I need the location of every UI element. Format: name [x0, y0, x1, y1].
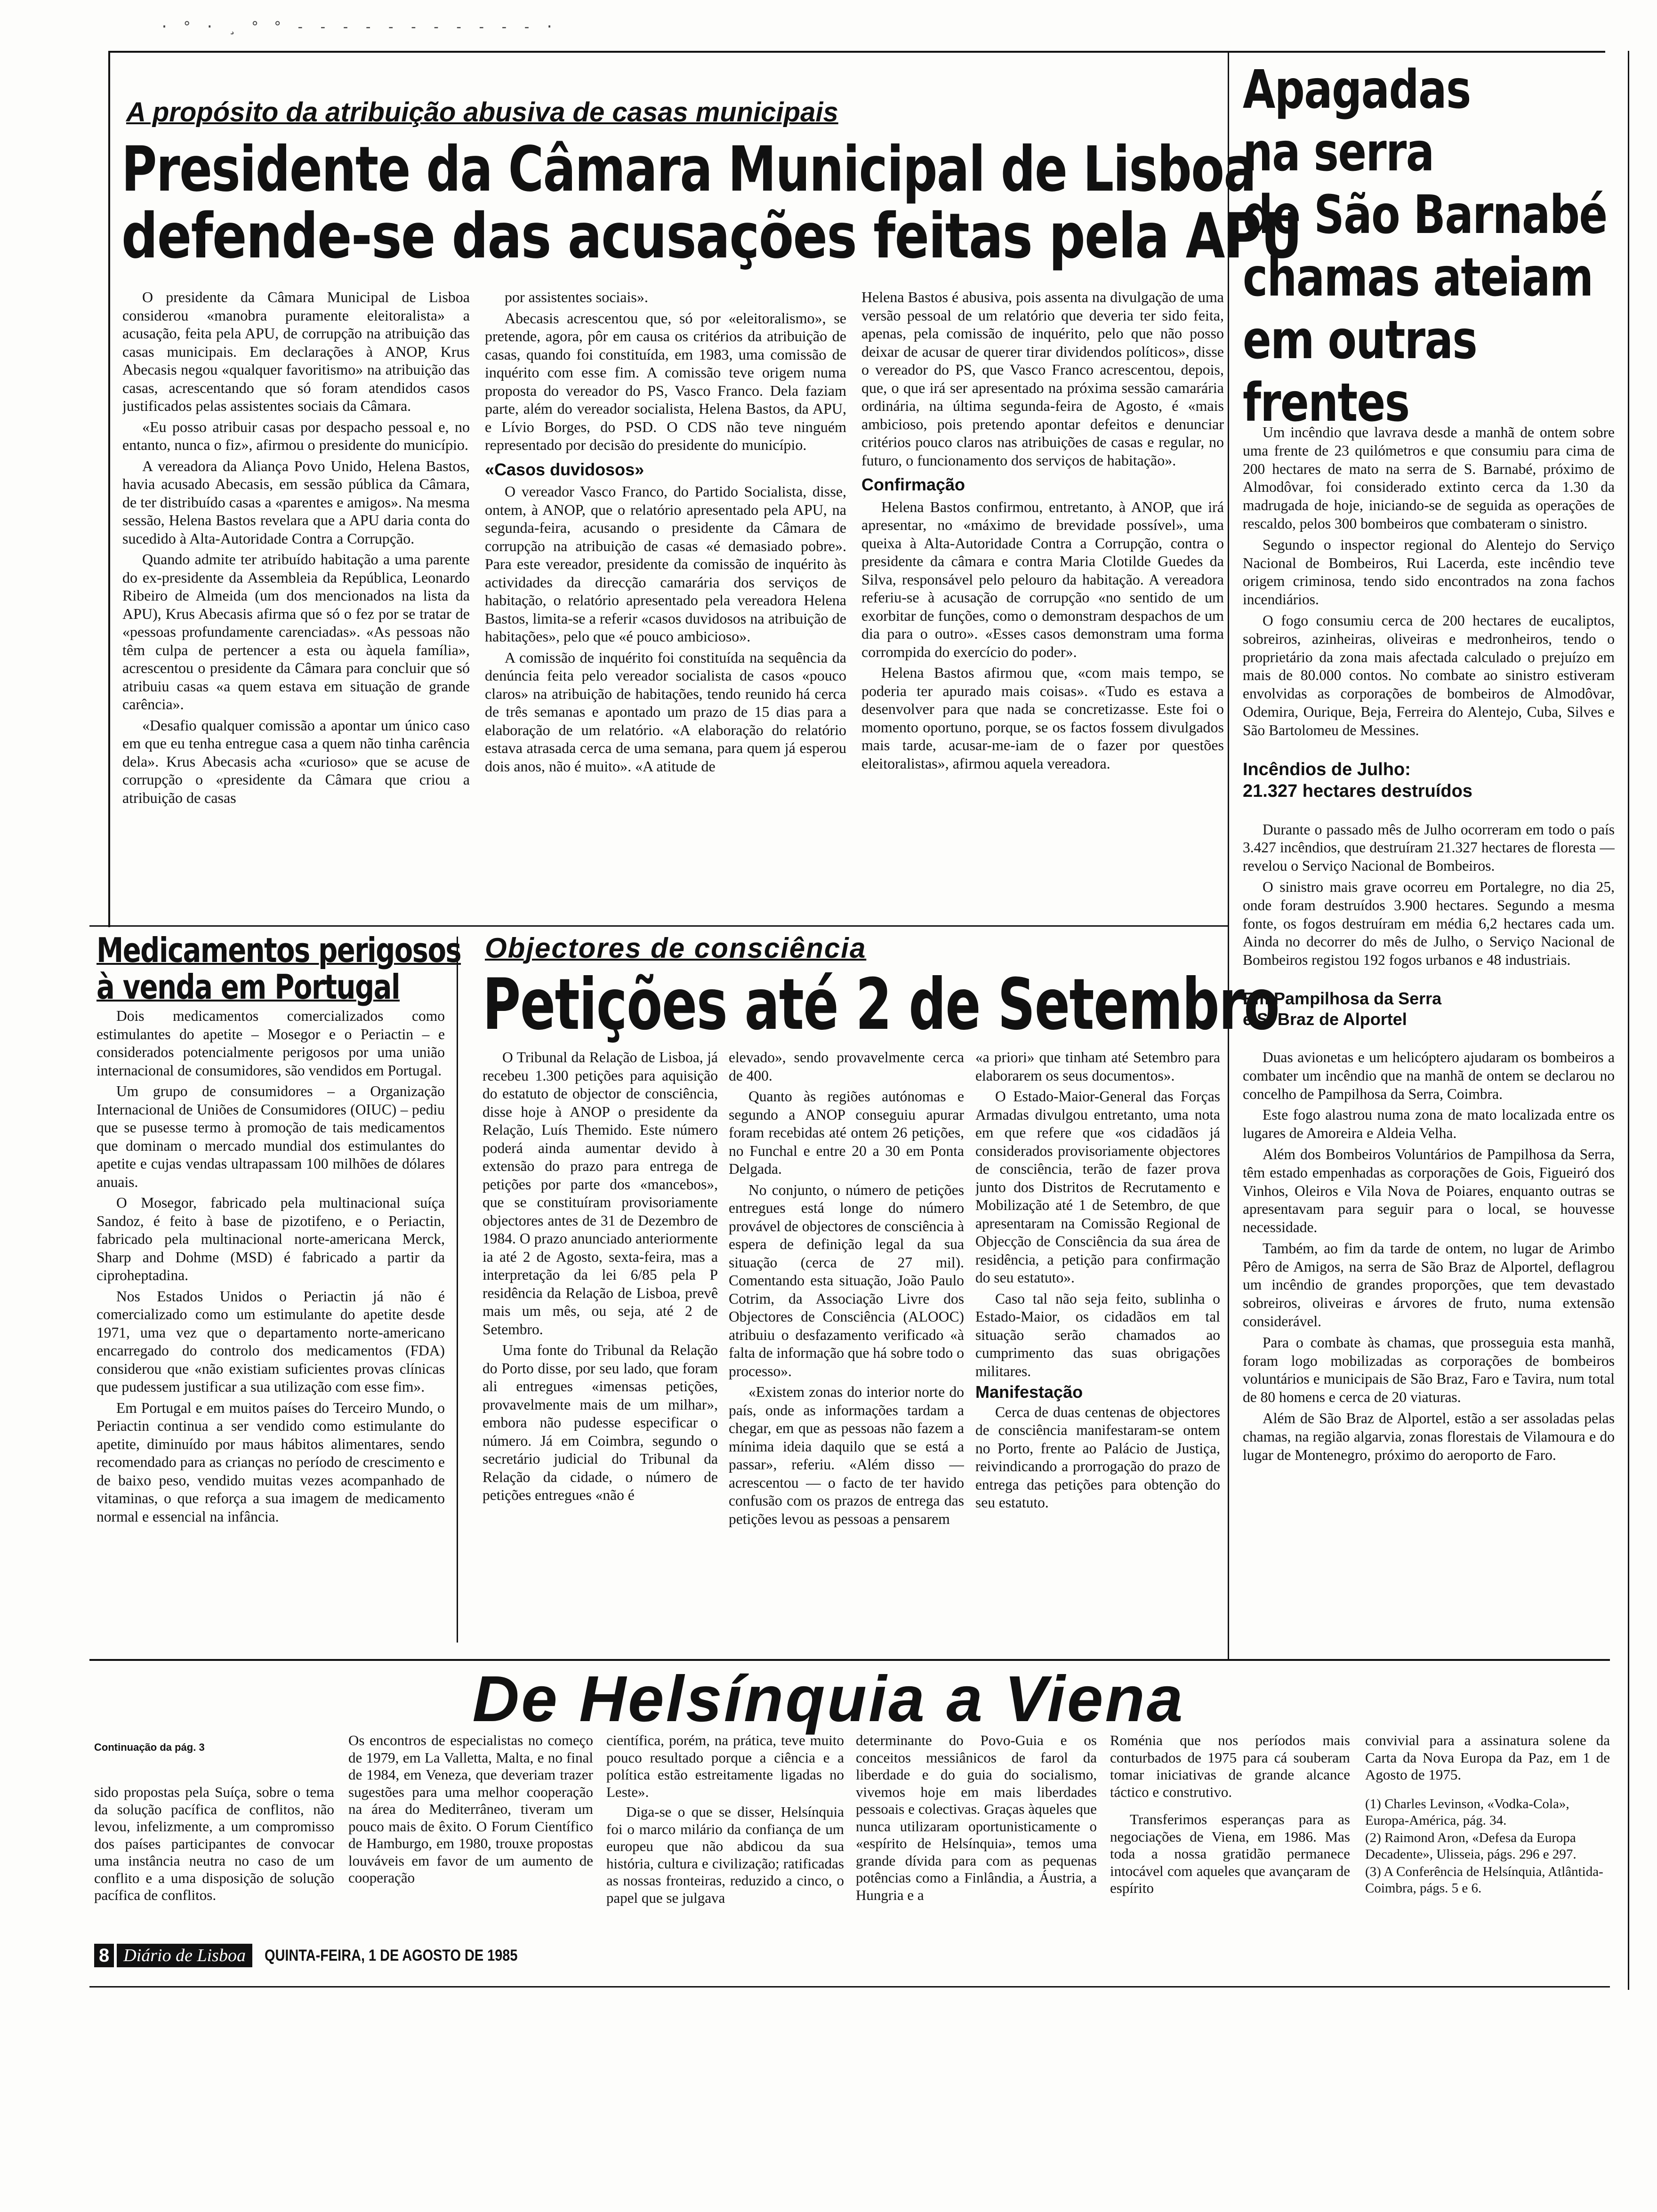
- lead-column-3: [861, 288, 1224, 919]
- medicine-column: [97, 1007, 445, 1643]
- objectors-col3-para: Caso tal não seja feito, sublinha o Estado-Maior, os cidadãos em tal situação serão chamados ao cumprimento das suas obrigações militares.: [975, 1290, 1220, 1379]
- mid-section-rule: [89, 925, 1229, 927]
- lead-column-1: [122, 288, 470, 919]
- objectors-col3-para: Cerca de duas centenas de objectores de consciência manifestaram-se ontem no Porto, frente ao Palácio de Justiça, reivindicando a prorrogação do prazo de entrega das petições para obtenção do seu estatuto.: [975, 1403, 1220, 1511]
- fire-para: Segundo o inspector regional do Alentejo do Serviço Nacional de Bombeiros, Rui Lacerda, este incêndio teve origem criminosa, tendo sido encontrados na zona fachos incendiários.: [1243, 536, 1615, 608]
- fire-column: [1243, 424, 1615, 1638]
- objectors-subhead: Manifestação: [975, 1382, 1083, 1402]
- fire-para: Para o combate às chamas, que prosseguia esta manhã, foram logo mobilizadas as corporações de bombeiros voluntários e municipais de São Braz, Faro e Tavira, num total de 80 homens e cerca de 20 viaturas.: [1243, 1334, 1615, 1406]
- lead-col2-para: A comissão de inquérito foi constituída na sequência da denúncia feita pelo vereador socialista de casos «pouco claros» na atribuição de habitações, tendo reunido há cerca de três semanas e apontado um prazo de 15 dias para a elaboração de um relatório. «A elaboração do relatório estava atrasada cerca de uma semana, para quem já esperou dois anos, não é muito». «A atitude de: [485, 649, 846, 775]
- lead-kicker: A propósito da atribuição abusiva de casas municipais: [126, 97, 838, 128]
- objectors-col3-para: O Estado-Maior-General das Forças Armadas divulgou entretanto, uma nota em que refere que «os cidadãos já considerados provisoriamente objectores de consciência, terão de fazer prova junto dos Distritos de Recrutamento e Mobilização até 1 de Setembro, de que apresentaram na Comissão Regional de Objecção de Consciência da sua área de residência, a petição para confirmação do seu estatuto».: [975, 1088, 1220, 1286]
- helsinki-column-4: [856, 1732, 1097, 1981]
- fire-headline-line: frentes: [1243, 372, 1409, 433]
- helsinki-col3-para: científica, porém, na prática, teve muito pouco resultado porque a ciência e a política estão estreitamente ligadas no Leste».: [606, 1732, 844, 1800]
- helsinki-column-3: [606, 1732, 844, 1939]
- objectors-column-3: [975, 1049, 1220, 1642]
- medicine-para: O Mosegor, fabricado pela multinacional suíça Sandoz, é feito à base de pizotifeno, e o Periactin, fabricado pela multinacional norte-americana Merck, Sharp and Dohme (MSD) é fabricado a partir da ciproheptadina.: [97, 1194, 445, 1283]
- helsinki-headline: De Helsínquia a Viena: [472, 1663, 1185, 1735]
- helsinki-continuation: Continuação da pág. 3: [94, 1741, 205, 1753]
- lead-col1-para: «Eu posso atribuir casas por despacho pessoal e, no entanto, nunca o fiz», afirmou o presidente do município.: [122, 418, 470, 453]
- column-divider-right: [1228, 51, 1229, 1660]
- fire-para: O fogo consumiu cerca de 200 hectares de eucaliptos, sobreiros, azinheiras, oliveiras e medronheiros, tendo o proprietário da zona mais afectada calculado o prejuízo em mais de 80.000 contos. No combate ao sinistro estiveram envolvidas as corporações de bombeiros de Almodôvar, Odemira, Ourique, Beja, Ferreira do Alentejo, Cuba, Silves e São Bartolomeu de Messines.: [1243, 612, 1615, 738]
- fire-para: Além dos Bombeiros Voluntários de Pampilhosa da Serra, têm estado empenhadas as corporações de Gois, Figueiró dos Vinhos, Oleiros e Vila Nova de Poiares, enquanto outras se apresentavam para seguir para o local, se houvesse necessidade.: [1243, 1146, 1615, 1236]
- medicine-para: Em Portugal e em muitos países do Terceiro Mundo, o Periactin continua a ser vendido como estimulante do apetite, diminuído por maus hábitos alimentares, sendo recomendado para as crianças no período de crescimento e de baixo peso, vendido muitas vezes acompanhado de vitaminas, o que reforça a sua imagem de medicamento normal e essencial na infância.: [97, 1399, 445, 1525]
- fire-headline-line: chamas ateiam: [1243, 247, 1593, 308]
- medicine-para: Um grupo de consumidores – a Organização Internacional de Uniões de Consumidores (OIUC) – pediu que se pusesse termo à promoção de tais medicamentos que dominam o mercado mundial dos estimulantes do apetite e cujas vendas ultrapassam 100 milhões de dólares anuais.: [97, 1083, 445, 1190]
- helsinki-col5-para: Transferimos esperanças para as negociações de Viena, em 1986. Mas toda a nossa gratidão permanece intocável com aqueles que avançaram de espírito: [1110, 1811, 1350, 1896]
- lead-col1-para: O presidente da Câmara Municipal de Lisboa considerou «manobra puramente eleitoralista» a acusação, feita pela APU, de corrupção na atribuição das casas municipais. Em declarações à ANOP, Krus Abecasis negou «qualquer favoritismo» na atribuição das casas, acrescentando que só foram atendidos casos justificados pelas assistentes sociais da Câmara.: [122, 289, 470, 414]
- lead-col2-para: por assistentes sociais».: [505, 289, 648, 305]
- fire-subhead-julho-line2: 21.327 hectares destruídos: [1243, 781, 1472, 801]
- footnote: (1) Charles Levinson, «Vodka-Cola», Europa-América, pág. 34.: [1365, 1796, 1569, 1828]
- fire-para: Duas avionetas e um helicóptero ajudaram os bombeiros a combater um incêndio que na manhã de ontem se declarou no concelho de Pampilhosa da Serra, Coimbra.: [1243, 1049, 1615, 1102]
- footer: [94, 1944, 562, 1967]
- objectors-col1-para: Uma fonte do Tribunal da Relação do Porto disse, por seu lado, que foram ali entregues «imensas petições, provavelmente mais de um milhar», embora não pudesse especificar o número. Já em Coimbra, segundo o secretário judicial do Tribunal da Relação da cidade, o número de petições entregues «não é: [483, 1342, 718, 1503]
- footnote: (2) Raimond Aron, «Defesa da Europa Decadente», Ulisseia, págs. 296 e 297.: [1365, 1830, 1577, 1862]
- helsinki-column-2: [348, 1732, 593, 1939]
- lead-col3-para: Helena Bastos confirmou, entretanto, à ANOP, que irá apresentar, no «máximo de brevidade possível», uma queixa à Alta-Autoridade Contra a Corrupção, contra o presidente da câmara e contra Maria Clotilde Guedes da Silva, responsável pelo pelouro da habitação. A vereadora referiu-se à acusação de corrupção «no sentido de um exorbitar de funções, como o demonstram despachos de um dia para o outro». «Esses casos demonstram uma forma corrompida do exercício do poder».: [861, 498, 1224, 660]
- fire-subhead-julho: [1243, 759, 1615, 802]
- lead-col3-para: Helena Bastos afirmou que, «com mais tempo, se poderia ter apurado mais coisas». «Tudo es estava a desenvolver para que nada se concretizasse. Este foi o momento oportuno, porque, se os factos fossem divulgados mais tarde, acusar-me-iam de o fazer por questões eleitoralistas», afirmou aquela vereadora.: [861, 664, 1224, 772]
- objectors-headline: Petições até 2 de Setembro: [483, 964, 1279, 1046]
- objectors-col2-para: elevado», sendo provavelmente cerca de 400.: [729, 1049, 964, 1084]
- lead-subhead-casos: «Casos duvidosos»: [485, 459, 644, 479]
- fire-subhead-pampilhosa: [1243, 988, 1615, 1030]
- helsinki-footnotes: [1365, 1796, 1610, 1897]
- medicine-para: Dois medicamentos comercializados como estimulantes do apetite – Mosegor e o Periactin – e considerados potencialmente perigosos por uma união internacional de consumidores, são vendidos em Portugal.: [97, 1008, 445, 1079]
- top-marks: · ° · ¸ ° ° ‐ ‐ ‐ ‐ ‐ ‐ ‐ ‐ ‐ ‐ ‐ ·: [160, 19, 557, 35]
- objectors-kicker: Objectores de consciência: [485, 932, 867, 964]
- fire-para: Além de São Braz de Alportel, estão a ser assoladas pelas chamas, na região algarvia, zonas florestais de Vilamoura e do lugar de Montenegro, próximo do aeroporto de Faro.: [1243, 1410, 1615, 1463]
- objectors-col2-para: No conjunto, o número de petições entregues está longe do número provável de objectores de consciência à espera de definição legal da sua situação (cerca de 27 mil). Comentando esta situação, João Paulo Cotrim, da Associação Livre dos Objectores de Consciência (ALOOC) atribuiu o desfazamento verificado «à falta de informação que há sobre todo o processo».: [729, 1181, 964, 1379]
- fire-para: Também, ao fim da tarde de ontem, no lugar de Arimbo Pêro de Amigos, na serra de São Braz de Alportel, deflagrou um incêndio de grandes proporções, que tem devastado sobreiros, oliveiras e árvores de fruto, numa extensão considerável.: [1243, 1240, 1615, 1330]
- fire-headline-line: na serra: [1243, 122, 1434, 183]
- objectors-col3-para: «a priori» que tinham até Setembro para elaborarem os seus documentos».: [975, 1049, 1220, 1084]
- page-number: 8: [94, 1944, 114, 1967]
- fire-para: Este fogo alastrou numa zona de mato localizada entre os lugares de Amoreira e Aldeia Velha.: [1243, 1106, 1615, 1142]
- lead-col3-para: Helena Bastos é abusiva, pois assenta na divulgação de uma versão pessoal de um relatório que deveria ter sido feita, apenas, pela comissão de inquérito, pelo que não posso deixar de acusar de querer tirar dividendos políticos», disse o vereador do PS, que Vasco Franco acrescentou, depois, que, o que irá ser apresentado na próxima sessão camarária ordinária, na última segunda-feira de Agosto, é «mais ambicioso, pois pretendo apontar defeitos e denunciar critérios pouco claros nas atribuições de casas e regular, no futuro, o funcionamento dos serviços de habitação».: [861, 289, 1224, 469]
- helsinki-top-rule: [89, 1659, 1610, 1661]
- lead-col2-para: Abecasis acrescentou que, só por «eleitoralismo», se pretende, agora, pôr em causa os critérios da atribuição de casas, quando foi constituída, em 1983, uma comissão de inquérito com esse fim. A comissão teve origem numa proposta do vereador do PS, Vasco Franco. Dela faziam parte, além do vereador socialista, Helena Bastos, da APU, e Lívio Borges, do PSD. O CDS não teve ninguém representado por decisão do presidente do município.: [485, 309, 846, 453]
- lead-headline-line2: defende-se das acusações feitas pela APU: [121, 200, 1302, 272]
- helsinki-col6-para: convivial para a assinatura solene da Carta da Nova Europa da Paz, em 1 de Agosto de 1975.: [1365, 1732, 1610, 1783]
- medicine-divider: [457, 937, 458, 1643]
- fire-subhead-julho-line1: Incêndios de Julho:: [1243, 759, 1411, 779]
- helsinki-column-1: [94, 1784, 334, 1939]
- fire-headline-line: em outras: [1243, 310, 1477, 371]
- helsinki-col4-para: determinante do Povo-Guia e os conceitos messiânicos de farol da liberdade e do guia do socialismo, vivemos hoje em mais liberdades pessoais e colectivas. Graças àqueles que nunca utilizaram oportunisticamente o «espírito de Helsínquia», temos uma grande dívida para com as pequenas potências como a Finlândia, a Áustria, a Hungria e a: [856, 1732, 1097, 1903]
- medicine-headline-line2: à venda em Portugal: [97, 967, 400, 1007]
- objectors-col2-para: «Existem zonas do interior norte do país, onde as informações tardam a chegar, em que as pessoas não fazem a mínima ideia daquilo que se está a passar», referiu. «Além disso — acrescentou — o facto de ter havido confusão com os prazos de entrega das petições levou as pessoas a pensarem: [729, 1384, 964, 1527]
- bottom-rule: [89, 1986, 1610, 1988]
- objectors-column-2: [729, 1049, 964, 1642]
- lead-col1-para: Quando admite ter atribuído habitação a uma parente do ex-presidente da Assembleia da República, Leonardo Ribeiro de Almeida (um dos mencionados na lista da APU), Krus Abecasis afirma que só o fez por se tratar de «pessoas profundamente carenciadas». «As pessoas não têm culpa de pertencer a esta ou àquela família», acrescentou o presidente da Câmara para concluir que só atribuiu casas «a quem estava em situação de grande carência».: [122, 551, 470, 713]
- lead-col1-para: «Desafio qualquer comissão a apontar um único caso em que eu tenha entregue casa a quem não tinha carência dela». Krus Abecasis acha «curioso» que se acuse de corrupção o «presidente da Câmara que criou a atribuição de casas: [122, 716, 470, 806]
- lead-headline-line1: Presidente da Câmara Municipal de Lisboa: [121, 133, 1256, 206]
- helsinki-col5-para: Roménia que nos períodos mais conturbados de 1975 para cá souberam tomar iniciativas de grande alcance táctico e construtivo.: [1110, 1732, 1350, 1800]
- medicine-headline-line1: Medicamentos perigosos: [97, 930, 461, 970]
- lead-subhead-confirmacao: Confirmação: [861, 475, 965, 494]
- helsinki-column-5: [1110, 1732, 1350, 1981]
- footnote: (3) A Conferência de Helsínquia, Atlântida-Coimbra, págs. 5 e 6.: [1365, 1864, 1603, 1896]
- medicine-para: Nos Estados Unidos o Periactin já não é comercializado como um estimulante do apetite desde 1971, uma vez que o departamento norte-americano encarregado do controlo dos medicamentos (FDA) considerou que «não existiam suficientes provas clínicas que pudessem justificar a sua utilização com esse fim».: [97, 1288, 445, 1395]
- helsinki-col2-para: Os encontros de especialistas no começo de 1979, em La Valletta, Malta, e no final de 1984, em Veneza, que deveriam trazer sugestões para uma melhor cooperação na área do Mediterrâneo, tiveram um pouco mais de êxito. O Forum Científico de Hamburgo, em 1980, trouxe propostas louváveis em favor de um aumento de cooperação: [348, 1732, 593, 1886]
- fire-headline-line: de São Barnabé: [1243, 184, 1607, 246]
- fire-para: Durante o passado mês de Julho ocorreram em todo o país 3.427 incêndios, que destruíram 21.327 hectares de floresta — revelou o Serviço Nacional de Bombeiros.: [1243, 821, 1615, 874]
- fire-para: O sinistro mais grave ocorreu em Portalegre, no dia 25, onde foram destruídos 3.900 hectares. Segundo a mesma fonte, os fogos destruíram em média 6,2 hectares cada um. Ainda no decorrer do mês de Julho, o Serviço Nacional de Bombeiros registou 192 fogos urbanos e 48 industriais.: [1243, 878, 1615, 969]
- lead-col1-para: A vereadora da Aliança Povo Unido, Helena Bastos, havia acusado Abecasis, em sessão pública da Câmara, de ter distribuído casas a «parentes e amigos». Na mesma sessão, Helena Bastos revelara que a APU daria conta do sucedido à Alta-Autoridade Contra a Corrupção.: [122, 457, 470, 547]
- lead-col2-para: O vereador Vasco Franco, do Partido Socialista, disse, ontem, à ANOP, que o relatório apresentado pela APU, na segunda-feira, acusando o presidente da Câmara de corrupção na atribuição de casas «é demasiado pobre». Para este vereador, presidente da comissão de inquérito às actividades da direcção camarária dos serviços de habitação, o relatório apresentado pela vereadora Helena Bastos, limita-se a referir «casos duvidosos na atribuição de habitações», pelo que «é pouco ambicioso».: [485, 483, 846, 645]
- issue-date: QUINTA-FEIRA, 1 DE AGOSTO DE 1985: [264, 1946, 518, 1964]
- fire-headline: [1243, 59, 1619, 434]
- frame-top-rule: [108, 51, 1605, 53]
- paper-name: Diário de Lisboa: [117, 1944, 252, 1967]
- lead-column-2: [485, 288, 846, 919]
- helsinki-col3-para: Diga-se o que se disser, Helsínquia foi o marco milário da confiança de um europeu que não abdicou da sua história, cultura e civilização; ratificadas as nossas fronteiras, reduzido a cinco, o papel que se julgava: [606, 1803, 844, 1906]
- fire-para: Um incêndio que lavrava desde a manhã de ontem sobre uma frente de 23 quilómetros e que consumiu para cima de 200 hectares de mato na serra de S. Barnabé, próximo de Almodôvar, foi considerado extinto cerca da 1.30 da madrugada de hoje, iniciando-se de seguida as operações de rescaldo, pelos 300 bombeiros que combateram o sinistro.: [1243, 424, 1615, 532]
- objectors-col2-para: Quanto às regiões autónomas e segundo a ANOP conseguiu apurar foram recebidas até ontem 26 petições, no Funchal e entre 20 a 30 em Ponta Delgada.: [729, 1088, 964, 1177]
- objectors-col1-para: O Tribunal da Relação de Lisboa, já recebeu 1.300 petições para aquisição do estatuto de objector de consciência, disse hoje à ANOP o presidente da Relação, Luís Themido. Este número poderá ainda aumentar devido à extensão do prazo para entrega de petições por parte dos «mancebos», que se constituíram provisoriamente objectores antes de 31 de Dezembro de 1984. O prazo anunciado anteriormente ia até 2 de Agosto, sexta-feira, mas a interpretação da lei 6/85 pela P residência da Relação de Lisboa, prevê mais um mês, ou seja, até 2 de Setembro.: [483, 1049, 718, 1338]
- fire-subhead-pampilhosa-line2: e S. Braz de Alportel: [1243, 1009, 1407, 1029]
- fire-headline-line: Apagadas: [1243, 59, 1471, 120]
- objectors-column-1: [483, 1049, 718, 1642]
- fire-subhead-pampilhosa-line1: Em Pampilhosa da Serra: [1243, 988, 1442, 1008]
- frame-left-rule: [108, 51, 110, 927]
- helsinki-col1-para: sido propostas pela Suíça, sobre o tema da solução pacífica de conflitos, não levou, infelizmente, a um compromisso dos países participantes de convocar uma instância neutra no caso de um conflito e a uma disposição de solução pacífica de conflitos.: [94, 1784, 334, 1903]
- helsinki-column-6: [1365, 1732, 1610, 1981]
